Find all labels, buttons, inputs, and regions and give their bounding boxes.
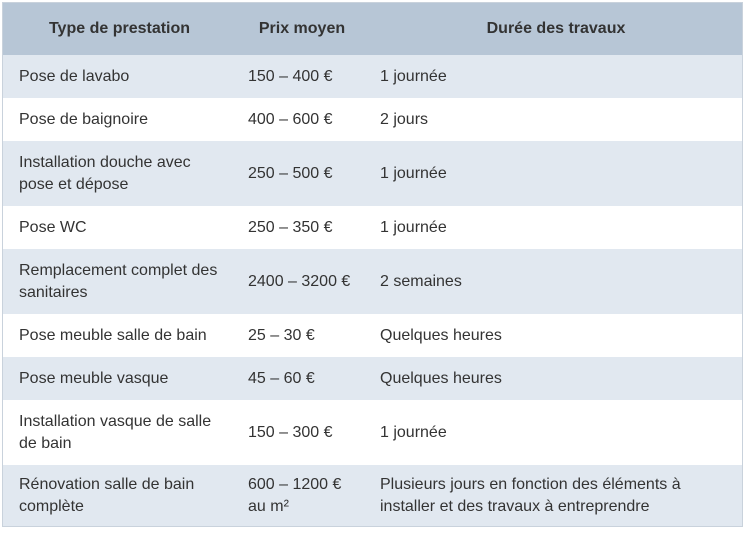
cell-type: Rénovation salle de bain complète xyxy=(3,465,236,527)
table-header-row xyxy=(3,3,743,55)
cell-prix: 2400 – 3200 € xyxy=(236,249,368,314)
table-row xyxy=(3,357,743,400)
cell-prix: 150 – 400 € xyxy=(236,55,368,98)
cell-type: Remplacement complet des sanitaires xyxy=(3,249,236,314)
header-type: Type de prestation xyxy=(3,3,236,55)
cell-duree: 2 semaines xyxy=(368,249,743,314)
table-row xyxy=(3,400,743,465)
cell-type: Pose de lavabo xyxy=(3,55,236,98)
table-row xyxy=(3,314,743,357)
cell-type: Installation douche avec pose et dépose xyxy=(3,141,236,206)
table-row xyxy=(3,55,743,98)
table-row xyxy=(3,98,743,141)
cell-type: Pose meuble vasque xyxy=(3,357,236,400)
cell-duree: 1 journée xyxy=(368,141,743,206)
cell-duree: Quelques heures xyxy=(368,357,743,400)
header-duree: Durée des travaux xyxy=(368,3,743,55)
cell-duree: Quelques heures xyxy=(368,314,743,357)
cell-type: Installation vasque de salle de bain xyxy=(3,400,236,465)
cell-duree: 1 journée xyxy=(368,55,743,98)
cell-duree: 2 jours xyxy=(368,98,743,141)
table-row xyxy=(3,249,743,314)
table-row xyxy=(3,206,743,249)
cell-duree: 1 journée xyxy=(368,400,743,465)
cell-prix: 150 – 300 € xyxy=(236,400,368,465)
table-row xyxy=(3,141,743,206)
cell-duree: Plusieurs jours en fonction des éléments à installer et des travaux à entreprendre xyxy=(368,465,743,527)
table-row xyxy=(3,465,743,527)
price-table xyxy=(3,3,743,527)
cell-prix: 250 – 500 € xyxy=(236,141,368,206)
cell-duree: 1 journée xyxy=(368,206,743,249)
cell-type: Pose de baignoire xyxy=(3,98,236,141)
cell-type: Pose WC xyxy=(3,206,236,249)
cell-prix: 25 – 30 € xyxy=(236,314,368,357)
header-prix: Prix moyen xyxy=(236,3,368,55)
cell-prix: 45 – 60 € xyxy=(236,357,368,400)
price-table-container xyxy=(2,2,743,527)
cell-prix: 400 – 600 € xyxy=(236,98,368,141)
cell-prix: 250 – 350 € xyxy=(236,206,368,249)
cell-prix: 600 – 1200 € au m² xyxy=(236,465,368,527)
cell-type: Pose meuble salle de bain xyxy=(3,314,236,357)
